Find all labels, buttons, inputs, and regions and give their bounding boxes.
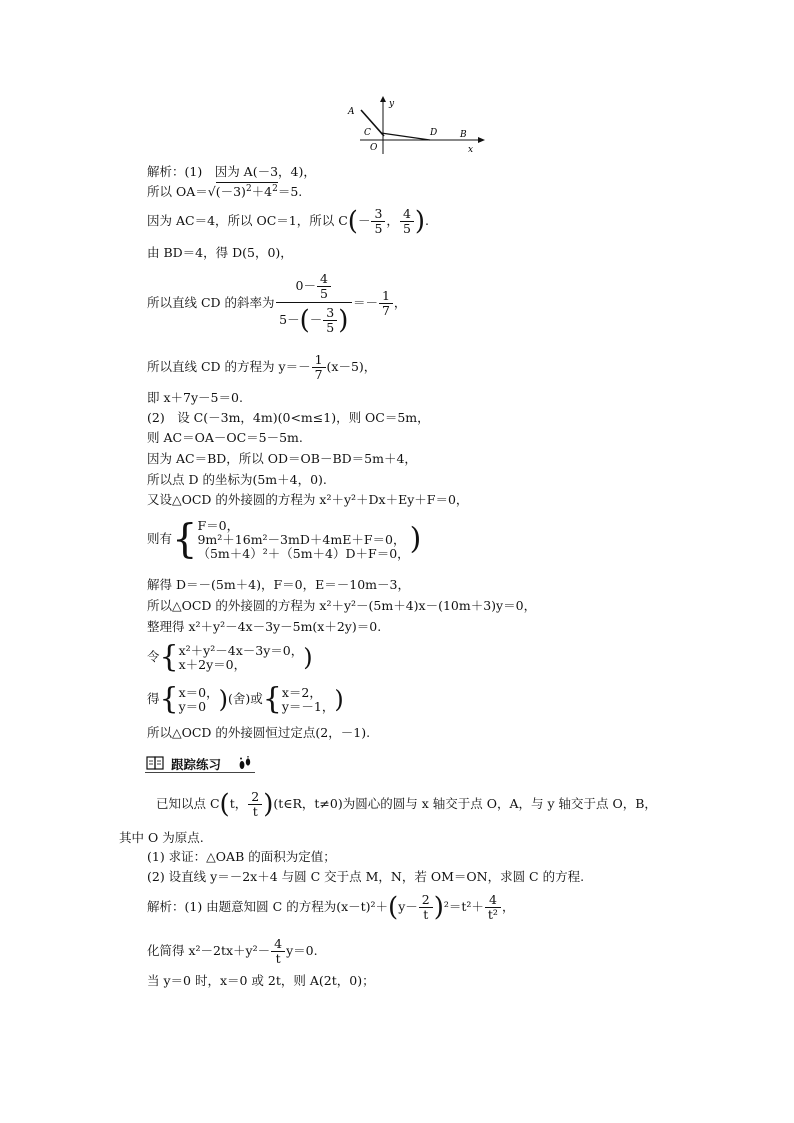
sol1-line9: [147, 430, 303, 445]
text: 整理得 x²＋y²－4x－3y－5m(x＋2y)＝0.: [147, 619, 382, 634]
numerator: 2: [248, 790, 262, 805]
paren-right-icon: ): [218, 685, 228, 714]
text: 即 x＋7y－5＝0.: [147, 390, 243, 405]
book-icon: [145, 754, 169, 772]
denominator: 5: [326, 319, 335, 335]
sol1-line13: [147, 516, 421, 563]
sqrt-icon: √: [207, 184, 216, 200]
system-equations: [282, 686, 335, 714]
text: 所以点 D 的坐标为(5m＋4，0).: [147, 472, 327, 487]
numerator: [276, 270, 352, 303]
sol1-line15: [147, 598, 536, 613]
text: ＝5.: [277, 184, 303, 200]
equation: x＋2y＝0，: [178, 656, 247, 672]
sol1-line19: [147, 725, 370, 740]
text: 所以△OCD 的外接圆的方程为 x²＋y²－(5m＋4)x－(10m＋3)y＝0，: [147, 598, 537, 613]
text: .: [425, 213, 430, 228]
sol1-line11: [147, 472, 327, 487]
sol1-line5: [147, 268, 406, 338]
paren-left-icon: (: [388, 892, 399, 923]
paren-right-icon: ): [334, 685, 344, 714]
equation: 9m²＋16m²－3mD＋4mE＋F＝0，: [197, 531, 406, 547]
sol1-line17: [147, 640, 313, 675]
denominator: 5: [402, 221, 411, 236]
text: ＝－: [352, 295, 378, 310]
fraction: [400, 207, 414, 236]
paren-right-icon: ): [263, 789, 274, 820]
denominator: 7: [314, 367, 323, 382]
text: 由 BD＝4，得 D(5，0)，: [147, 245, 293, 260]
sol1-line18: [147, 682, 344, 717]
label-a: A: [348, 107, 355, 117]
text: (2) 设 C(－3m，4m)(0<m≤1)，则 OC＝5m，: [147, 410, 430, 425]
denominator: 5: [320, 285, 328, 301]
text: 解析：(1) 因为 A(－3，4)，: [147, 164, 316, 179]
paren-left-icon: (: [299, 305, 310, 336]
sol1-line4: [147, 245, 293, 260]
numerator: 2: [419, 893, 433, 908]
segment-cd: [381, 133, 430, 140]
text: 5－: [279, 311, 300, 327]
fraction: [323, 306, 337, 335]
sol1-line6: [147, 352, 376, 382]
equation: x＝0，: [178, 684, 219, 700]
equation: （5m＋4）²＋（5m＋4）D＋F＝0，: [197, 545, 410, 561]
text: 则 AC＝OA－OC＝5－5m.: [147, 430, 303, 445]
text: ，: [501, 899, 515, 914]
label-d: D: [430, 128, 438, 138]
badge-label: 跟踪练习: [171, 757, 222, 772]
label-o: O: [370, 143, 378, 153]
text: ，: [393, 295, 407, 310]
brace-left-icon: {: [159, 639, 179, 675]
text: 所以直线 CD 的斜率为: [147, 295, 275, 310]
equation: x＝2，: [281, 684, 322, 700]
footprint-icon: [237, 756, 253, 772]
text: 当 y＝0 时，x＝0 或 2t，则 A(2t，0)；: [147, 973, 375, 988]
fraction: [419, 893, 433, 922]
label-c: C: [364, 128, 371, 138]
text: t，: [229, 796, 248, 811]
equation: y＝－1，: [281, 698, 335, 714]
text: 其中 O 为原点.: [119, 830, 204, 845]
numerator: 4: [271, 937, 285, 952]
system-equations: [197, 519, 409, 561]
x-axis-arrow: [478, 137, 485, 143]
system-equations: [179, 686, 219, 714]
fraction: [312, 353, 326, 382]
paren-right-icon: ): [338, 305, 349, 336]
sol2-line1: [147, 888, 514, 927]
denominator: 7: [381, 303, 390, 318]
sol1-line1: [147, 164, 316, 179]
paren-right-icon: ): [409, 521, 422, 557]
fraction: [485, 893, 501, 922]
problem-line2: [119, 830, 204, 845]
text: (x－5)，: [326, 359, 377, 374]
fraction: [379, 289, 393, 318]
y-axis-arrow: [380, 96, 386, 102]
problem-line3: [147, 849, 336, 864]
equation: x²＋y²－4x－3y＝0，: [178, 642, 304, 658]
sol1-line3: 因为 AC＝4，所以 OC＝1，所以 C(－ $\frac{3}{5}$ ， $\frac{4}{5}$ ).: [147, 206, 430, 237]
sol1-line10: [147, 451, 417, 466]
paren-right-icon: ): [433, 892, 444, 923]
text: 解得 D＝－(5m＋4)，F＝0，E＝－10m－3，: [147, 577, 410, 592]
denominator: t: [252, 804, 258, 819]
paren-right-icon: ): [414, 206, 426, 237]
text: 又设△OCD 的外接圆的方程为 x²＋y²＋Dx＋Ey＋F＝0，: [147, 492, 469, 507]
fraction: [248, 790, 262, 819]
text: 令: [147, 649, 160, 664]
brace-left-icon: {: [262, 681, 282, 717]
fraction: [371, 207, 385, 236]
numerator: 1: [312, 353, 326, 368]
text: 所以 OA＝: [147, 184, 208, 200]
paren-left-icon: (: [347, 206, 358, 237]
text: 化简得 x²－2tx＋y²－: [147, 943, 271, 958]
sqrt-content: [216, 182, 278, 199]
text: 因为 AC＝BD，所以 OD＝OB－BD＝5m＋4，: [147, 451, 417, 466]
sol1-line2: [147, 182, 302, 199]
coordinate-diagram: [340, 96, 485, 156]
numerator: 3: [371, 207, 385, 222]
sol1-line14: [147, 577, 410, 592]
text: 因为 AC＝4，所以 OC＝1，所以 C: [147, 213, 348, 228]
text: 所以△OCD 的外接圆恒过定点(2，－1).: [147, 725, 371, 740]
denominator: t: [423, 907, 429, 922]
sol1-line12: [147, 492, 468, 507]
sol1-line8: [147, 410, 430, 425]
text: 得: [147, 691, 160, 706]
text: (－3): [215, 184, 246, 200]
fraction: [317, 272, 331, 301]
denominator: 5－(－ $\frac{3}{5}$ ): [279, 304, 349, 336]
text: 所以直线 CD 的方程为 y＝－: [147, 359, 311, 374]
text: ²＝t²＋: [443, 899, 484, 914]
text: (2) 设直线 y＝－2x＋4 与圆 C 交于点 M，N，若 OM＝ON，求圆 C 的方程.: [147, 869, 585, 884]
numerator: 3: [323, 306, 337, 321]
equation: y＝0: [178, 698, 207, 714]
text: 已知以点 C: [156, 796, 220, 811]
label-x: x: [468, 145, 474, 155]
brace-left-icon: {: [172, 516, 198, 563]
paren-left-icon: (: [219, 789, 230, 820]
text: 则有: [147, 531, 173, 546]
fraction: [271, 937, 285, 966]
problem-line4: [147, 869, 584, 884]
text: 0－: [295, 277, 316, 293]
sol2-line3: [147, 973, 375, 988]
denominator: 5: [374, 221, 383, 236]
text: 解析：(1) 由题意知圆 C 的方程为(x－t)²＋: [147, 899, 389, 914]
system-equations: [179, 644, 304, 672]
denominator: t²: [487, 907, 498, 922]
text: (1) 求证：△OAB 的面积为定值；: [147, 849, 336, 864]
label-b: B: [460, 130, 467, 140]
problem-line1: [156, 784, 657, 825]
paren-right-icon: ): [303, 643, 313, 672]
text: (t∈R，t≠0)为圆心的圆与 x 轴交于点 O，A，与 y 轴交于点 O，B，: [273, 796, 657, 811]
practice-badge: [145, 754, 255, 773]
sol1-line7: [147, 390, 243, 405]
slope-fraction: [276, 270, 352, 338]
sup: 2: [245, 184, 252, 194]
sup: 2: [272, 184, 278, 194]
brace-left-icon: {: [159, 681, 179, 717]
label-y: y: [389, 99, 395, 109]
text: y＝0.: [286, 943, 318, 958]
sol1-line16: [147, 619, 381, 634]
text: ＋4: [251, 184, 273, 200]
numerator: 4: [400, 207, 414, 222]
text: (舍)或: [228, 691, 263, 706]
equation: F＝0，: [197, 517, 240, 533]
denominator: t: [275, 951, 281, 966]
numerator: 4: [485, 893, 501, 908]
text: y－: [398, 899, 418, 914]
numerator: 1: [379, 289, 393, 304]
numerator: 4: [317, 272, 331, 287]
sol2-line2: [147, 935, 318, 967]
